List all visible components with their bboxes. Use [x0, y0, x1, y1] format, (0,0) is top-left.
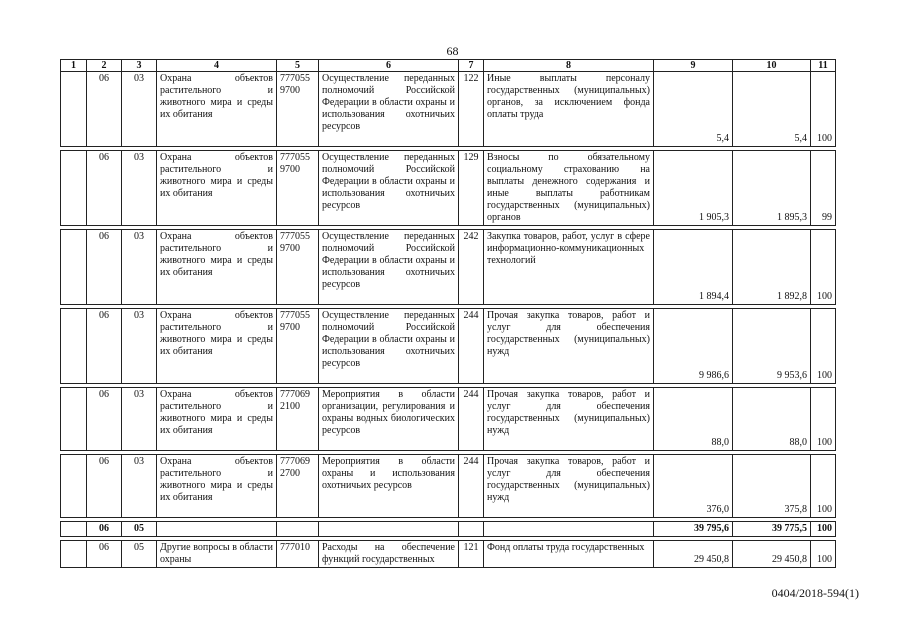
table-row: [61, 455, 836, 518]
cell-article-name: Осуществление переданных полномочий Российской Федерации в области охраны и использования охотничьих ресурсов: [319, 151, 459, 226]
cell-subsection-name: Охрана объектов растительного и животного мира и среды их обитания: [157, 230, 277, 305]
cell-expense-type-name: Взносы по обязательному социальному страхованию на выплаты денежного содержания и иные выплаты работникам государственных (муниципальных) органов: [484, 151, 654, 226]
cell-target-article: 777055 9700: [277, 230, 319, 305]
empty-cell: [459, 522, 484, 537]
cell-percent: 100: [811, 522, 836, 537]
cell-subsection-name: Охрана объектов растительного и животного мира и среды их обитания: [157, 309, 277, 384]
cell-target-article: 777069 2100: [277, 388, 319, 451]
cell-percent: 100: [811, 230, 836, 305]
cell-percent: 100: [811, 455, 836, 518]
header-row: [61, 60, 836, 72]
empty-cell: [277, 522, 319, 537]
page-number: 68: [446, 44, 459, 58]
cell-executed-amount: 88,0: [733, 388, 811, 451]
column-header: 6: [319, 60, 459, 72]
cell-expense-type: 244: [459, 388, 484, 451]
cell-subsection: 03: [122, 388, 157, 451]
cell-col1: [61, 72, 87, 147]
cell-percent: 99: [811, 151, 836, 226]
cell-planned-amount: 376,0: [654, 455, 733, 518]
cell-target-article: 777055 9700: [277, 72, 319, 147]
cell-planned-amount: 29 450,8: [654, 541, 733, 568]
subtotal-row: [61, 522, 836, 537]
cell-section: 06: [87, 522, 122, 537]
cell-expense-type-name: Прочая закупка товаров, работ и услуг для обеспечения государственных (муниципальных) нужд: [484, 388, 654, 451]
cell-col1: [61, 151, 87, 226]
document-code: 0404/2018-594(1): [771, 586, 859, 600]
cell-executed-amount: 1 892,8: [733, 230, 811, 305]
cell-executed-amount: 375,8: [733, 455, 811, 518]
cell-article-name: Осуществление переданных полномочий Российской Федерации в области охраны и использования охотничьих ресурсов: [319, 309, 459, 384]
empty-cell: [319, 522, 459, 537]
cell-subsection: 03: [122, 309, 157, 384]
cell-planned-amount: 1 905,3: [654, 151, 733, 226]
table-row: [61, 388, 836, 451]
cell-section: 06: [87, 151, 122, 226]
cell-subsection: 03: [122, 230, 157, 305]
column-header: 11: [811, 60, 836, 72]
cell-section: 06: [87, 388, 122, 451]
cell-expense-type-name: Прочая закупка товаров, работ и услуг для обеспечения государственных (муниципальных) нужд: [484, 309, 654, 384]
cell-subsection: 03: [122, 455, 157, 518]
cell-executed-amount: 1 895,3: [733, 151, 811, 226]
table-row: [61, 309, 836, 384]
cell-subsection-name: Охрана объектов растительного и животного мира и среды их обитания: [157, 388, 277, 451]
cell-col1: [61, 455, 87, 518]
cell-section: 06: [87, 72, 122, 147]
cell-col1: [61, 309, 87, 384]
cell-planned-amount: 1 894,4: [654, 230, 733, 305]
cell-section: 06: [87, 230, 122, 305]
empty-cell: [157, 522, 277, 537]
cell-subsection: 03: [122, 151, 157, 226]
cell-article-name: Осуществление переданных полномочий Российской Федерации в области охраны и использования охотничьих ресурсов: [319, 72, 459, 147]
column-header: 2: [87, 60, 122, 72]
table-row: [61, 541, 836, 568]
cell-planned-amount: 9 986,6: [654, 309, 733, 384]
cell-expense-type-name: Иные выплаты персоналу государственных (муниципальных) органов, за исключением фонда оплаты труда: [484, 72, 654, 147]
cell-expense-type-name: Закупка товаров, работ, услуг в сфере информационно-коммуникационных технологий: [484, 230, 654, 305]
cell-subsection-name: Другие вопросы в области охраны: [157, 541, 277, 568]
cell-article-name: Осуществление переданных полномочий Российской Федерации в области охраны и использования охотничьих ресурсов: [319, 230, 459, 305]
cell-expense-type: 242: [459, 230, 484, 305]
table-row: [61, 230, 836, 305]
cell-section: 06: [87, 541, 122, 568]
cell-col1: [61, 522, 87, 537]
column-header: 10: [733, 60, 811, 72]
cell-expense-type: 129: [459, 151, 484, 226]
cell-article-name: Расходы на обеспечение функций государственных: [319, 541, 459, 568]
budget-table: [60, 59, 836, 568]
cell-percent: 100: [811, 388, 836, 451]
cell-expense-type-name: Фонд оплаты труда государственных: [484, 541, 654, 568]
cell-section: 06: [87, 309, 122, 384]
cell-planned-amount: 5,4: [654, 72, 733, 147]
cell-target-article: 777069 2700: [277, 455, 319, 518]
cell-target-article: 777055 9700: [277, 151, 319, 226]
cell-expense-type-name: Прочая закупка товаров, работ и услуг для обеспечения государственных (муниципальных) нужд: [484, 455, 654, 518]
cell-expense-type: 244: [459, 455, 484, 518]
cell-executed-amount: 9 953,6: [733, 309, 811, 384]
cell-planned-amount: 88,0: [654, 388, 733, 451]
cell-executed-amount: 5,4: [733, 72, 811, 147]
cell-percent: 100: [811, 309, 836, 384]
cell-expense-type: 244: [459, 309, 484, 384]
cell-subsection: 05: [122, 522, 157, 537]
column-header: 9: [654, 60, 733, 72]
cell-subsection-name: Охрана объектов растительного и животного мира и среды их обитания: [157, 455, 277, 518]
cell-subsection-name: Охрана объектов растительного и животного мира и среды их обитания: [157, 151, 277, 226]
cell-planned-amount: 39 795,6: [654, 522, 733, 537]
cell-subsection-name: Охрана объектов растительного и животного мира и среды их обитания: [157, 72, 277, 147]
column-header: 7: [459, 60, 484, 72]
cell-percent: 100: [811, 541, 836, 568]
column-header: 8: [484, 60, 654, 72]
cell-subsection: 03: [122, 72, 157, 147]
column-header: 3: [122, 60, 157, 72]
cell-col1: [61, 388, 87, 451]
cell-target-article: 777010: [277, 541, 319, 568]
cell-target-article: 777055 9700: [277, 309, 319, 384]
cell-expense-type: 122: [459, 72, 484, 147]
column-header: 1: [61, 60, 87, 72]
empty-cell: [484, 522, 654, 537]
cell-section: 06: [87, 455, 122, 518]
cell-executed-amount: 39 775,5: [733, 522, 811, 537]
cell-subsection: 05: [122, 541, 157, 568]
table-row: [61, 151, 836, 226]
cell-percent: 100: [811, 72, 836, 147]
cell-article-name: Мероприятия в области организации, регулирования и охраны водных биологических ресурсов: [319, 388, 459, 451]
column-header: 5: [277, 60, 319, 72]
cell-col1: [61, 230, 87, 305]
column-header: 4: [157, 60, 277, 72]
cell-executed-amount: 29 450,8: [733, 541, 811, 568]
cell-expense-type: 121: [459, 541, 484, 568]
cell-article-name: Мероприятия в области охраны и использования охотничьих ресурсов: [319, 455, 459, 518]
table-row: [61, 72, 836, 147]
cell-col1: [61, 541, 87, 568]
